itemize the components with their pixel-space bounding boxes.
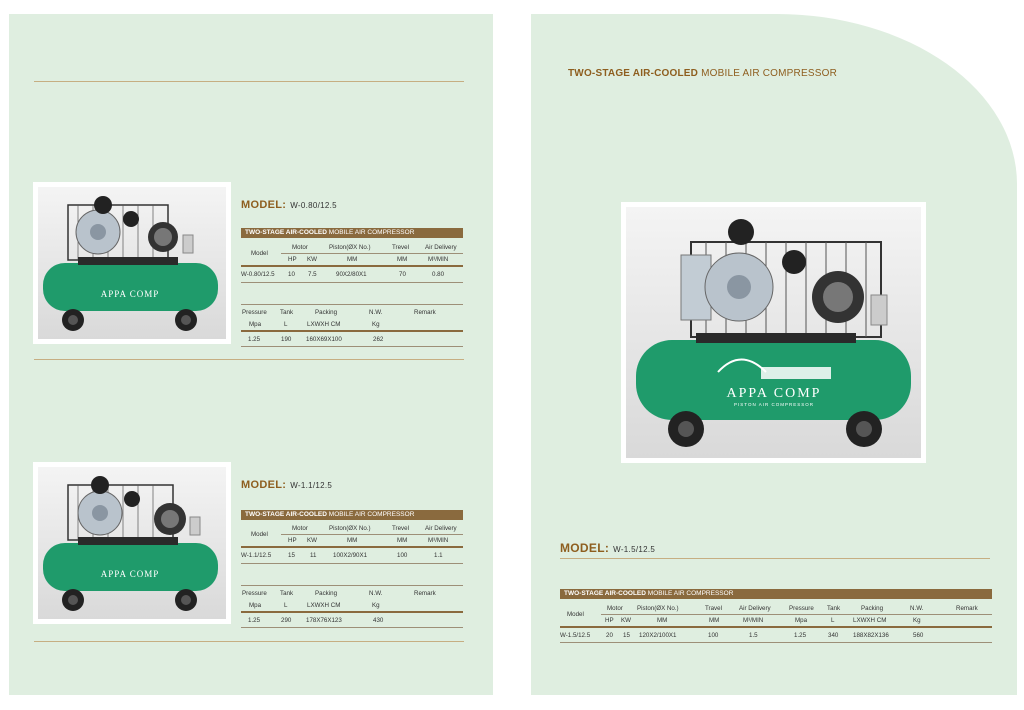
td-nw: 430: [373, 617, 384, 624]
bar-rest: MOBILE AIR COMPRESSOR: [647, 590, 734, 597]
compressor-illustration: [626, 207, 921, 458]
th-remark: Remark: [956, 605, 978, 612]
right-page: [531, 14, 1017, 695]
th-nw: N.W.: [369, 590, 383, 597]
row-line: [241, 346, 463, 347]
th-tank: Tank: [280, 309, 294, 316]
td-nw: 262: [373, 336, 384, 343]
header-rule: [560, 626, 992, 628]
th-mpa: Mpa: [795, 617, 808, 624]
td-piston: 120X2/100X1: [639, 632, 677, 639]
row-line: [560, 642, 992, 643]
th-model: Model: [251, 531, 268, 538]
th-remark: Remark: [414, 309, 436, 316]
th-hp: HP: [288, 537, 297, 544]
bar-bold: TWO-STAGE AIR-COOLED: [245, 229, 327, 236]
th-kg: Kg: [913, 617, 921, 624]
th-l: L: [284, 321, 288, 328]
td-packing: 188X82X136: [853, 632, 889, 639]
model-prefix: MODEL:: [560, 541, 610, 555]
row-line: [241, 304, 463, 305]
td-nw: 560: [913, 632, 924, 639]
th-kg: Kg: [372, 321, 380, 328]
th-mm: MM: [347, 256, 358, 263]
td-piston: 100X2/90X1: [333, 552, 368, 559]
bar-bold: TWO-STAGE AIR-COOLED: [564, 590, 646, 597]
th-hp: HP: [288, 256, 297, 263]
top-divider: [34, 81, 464, 82]
section-divider: [34, 359, 464, 360]
td-tank: 290: [281, 617, 292, 624]
th-pressure: Pressure: [242, 309, 267, 316]
td-tank: 340: [828, 632, 839, 639]
bottom-divider: [34, 641, 464, 642]
compressor-illustration: [38, 187, 226, 339]
model-prefix: MODEL:: [241, 199, 287, 211]
svg-text:APPA COMP: APPA COMP: [100, 569, 160, 579]
header-rule: [241, 330, 463, 332]
td-air: 1.5: [749, 632, 758, 639]
th-nw: N.W.: [910, 605, 924, 612]
th-packing: Packing: [315, 309, 338, 316]
th-air: Air Delivery: [739, 605, 771, 612]
product-photo-1: [33, 182, 231, 344]
th-air: Air Delivery: [425, 244, 457, 251]
row-line: [241, 563, 463, 564]
title-bold: TWO-STAGE AIR-COOLED: [568, 68, 699, 79]
th-motor: Motor: [607, 605, 623, 612]
header-line: [601, 614, 992, 615]
th-mm: MM: [347, 537, 358, 544]
td-kw: 15: [623, 632, 630, 639]
th-piston: Piston(ØX No.): [329, 244, 371, 251]
page-title: [568, 68, 837, 79]
bar-rest: MOBILE AIR COMPRESSOR: [328, 229, 415, 236]
td-air: 1.1: [434, 552, 443, 559]
td-hp: 20: [606, 632, 613, 639]
td-tank: 190: [281, 336, 292, 343]
title-rest: MOBILE AIR COMPRESSOR: [701, 68, 837, 79]
th-mpa: Mpa: [249, 602, 262, 609]
brand-text: APPA COMP: [100, 289, 160, 299]
svg-text:APPA COMP: APPA COMP: [726, 386, 822, 401]
header-rule: [241, 265, 463, 267]
td-pressure: 1.25: [248, 336, 261, 343]
th-motor: Motor: [292, 525, 308, 532]
th-m3min: M³/MIN: [743, 617, 764, 624]
row-line: [241, 627, 463, 628]
model-value: W-1.5/12.5: [613, 545, 656, 554]
th-kw: KW: [307, 537, 317, 544]
model-heading-3: [560, 541, 655, 555]
th-hp: HP: [605, 617, 614, 624]
td-travel: 100: [708, 632, 719, 639]
th-packing: Packing: [861, 605, 884, 612]
left-page: [9, 14, 493, 695]
th-travel: Trevel: [392, 244, 409, 251]
td-model: W-0.80/12.5: [241, 271, 275, 278]
th-l: L: [284, 602, 288, 609]
header-rule: [241, 546, 463, 548]
model-heading-2: [241, 479, 332, 491]
th-m3min: M³/MIN: [428, 256, 449, 263]
td-model: W-1.5/12.5: [560, 632, 591, 639]
td-packing: 178X76X123: [306, 617, 342, 624]
product-photo-3: [621, 202, 926, 463]
th-l: L: [831, 617, 835, 624]
header-line: [281, 534, 463, 535]
spec-bar-1: [241, 228, 463, 238]
svg-text:PISTON AIR COMPRESSOR: PISTON AIR COMPRESSOR: [734, 402, 814, 407]
bar-rest: MOBILE AIR COMPRESSOR: [328, 511, 415, 518]
th-mpa: Mpa: [249, 321, 262, 328]
model-value: W-0.80/12.5: [290, 201, 337, 210]
td-kw: 11: [310, 552, 317, 559]
th-mm2: MM: [709, 617, 720, 624]
model-value: W-1.1/12.5: [290, 481, 333, 490]
th-travel: Travel: [705, 605, 722, 612]
th-lwh: LXWXH CM: [853, 617, 887, 624]
row-line: [241, 282, 463, 283]
th-kw: KW: [307, 256, 317, 263]
th-piston: Piston(ØX No.): [637, 605, 679, 612]
header-line: [281, 253, 463, 254]
compressor-illustration: [38, 467, 226, 619]
td-pressure: 1.25: [248, 617, 261, 624]
model-heading-1: [241, 199, 337, 211]
td-travel: 100: [397, 552, 408, 559]
th-travel: Trevel: [392, 525, 409, 532]
model-prefix: MODEL:: [241, 479, 287, 491]
bar-bold: TWO-STAGE AIR-COOLED: [245, 511, 327, 518]
td-pressure: 1.25: [794, 632, 807, 639]
th-lwh: LXWXH CM: [307, 321, 341, 328]
td-hp: 15: [288, 552, 295, 559]
th-m3min: M³/MIN: [428, 537, 449, 544]
th-nw: N.W.: [369, 309, 383, 316]
th-mm2: MM: [397, 537, 408, 544]
td-packing: 160X69X100: [306, 336, 342, 343]
th-model: Model: [567, 611, 584, 618]
th-tank: Tank: [280, 590, 294, 597]
product-photo-2: [33, 462, 231, 624]
model-divider: [560, 558, 990, 559]
td-kw: 7.5: [308, 271, 317, 278]
th-lwh: LXWXH CM: [307, 602, 341, 609]
td-air: 0.80: [432, 271, 445, 278]
th-motor: Motor: [292, 244, 308, 251]
th-kw: KW: [621, 617, 631, 624]
th-packing: Packing: [315, 590, 338, 597]
td-travel: 70: [399, 271, 406, 278]
th-air: Air Delivery: [425, 525, 457, 532]
th-remark: Remark: [414, 590, 436, 597]
header-rule: [241, 611, 463, 613]
td-model: W-1.1/12.5: [241, 552, 272, 559]
th-kg: Kg: [372, 602, 380, 609]
td-piston: 90X2/80X1: [336, 271, 367, 278]
td-hp: 10: [288, 271, 295, 278]
th-pressure: Pressure: [242, 590, 267, 597]
th-model: Model: [251, 250, 268, 257]
th-pressure: Pressure: [789, 605, 814, 612]
th-tank: Tank: [827, 605, 841, 612]
spec-bar-3: [560, 589, 992, 599]
row-line: [241, 585, 463, 586]
th-mm: MM: [657, 617, 668, 624]
th-mm2: MM: [397, 256, 408, 263]
th-piston: Piston(ØX No.): [329, 525, 371, 532]
spec-bar-2: [241, 510, 463, 520]
